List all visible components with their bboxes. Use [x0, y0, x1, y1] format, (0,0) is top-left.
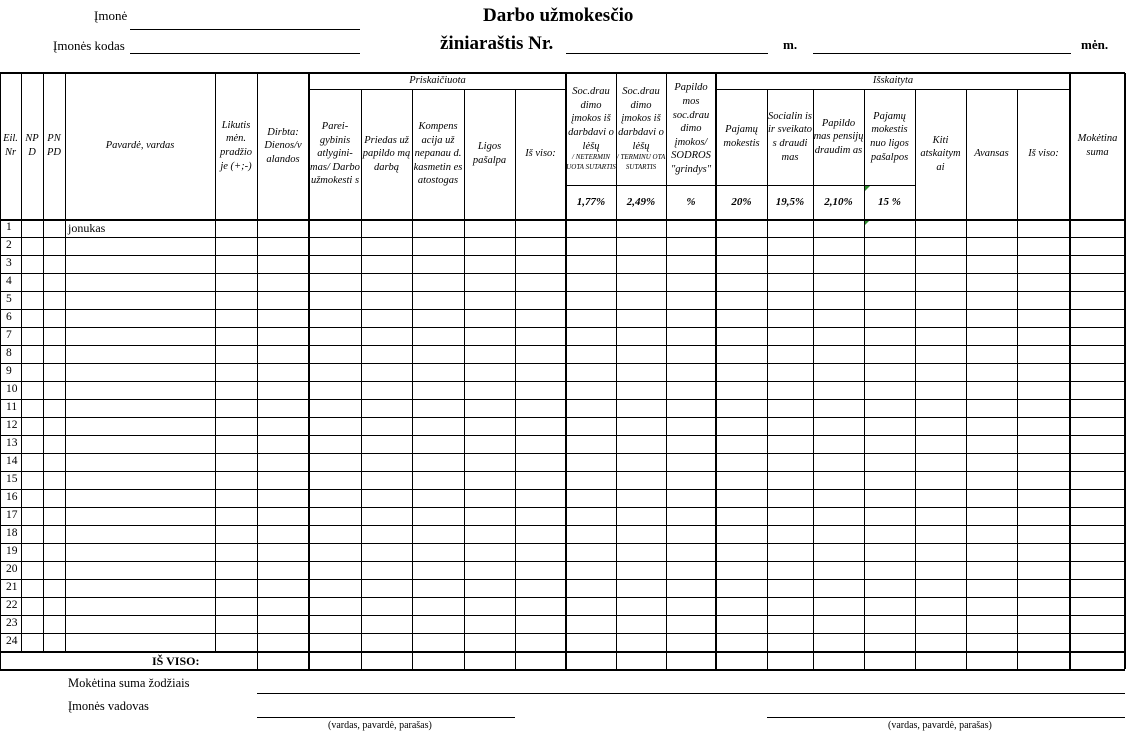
- grid-hline: [0, 579, 1125, 580]
- col-header-kiti: Kiti atskaitym ai: [920, 134, 961, 173]
- col-header-socdr1: Soc.drau dimo įmokos iš darbdavi o lėšų / NETERMIN UOTA SUTARTIS: [566, 86, 616, 172]
- row-number: 21: [6, 581, 18, 593]
- row-number: 2: [6, 239, 12, 251]
- col-header-pareigybinis: Parei-gybinis atlygini-mas/ Darbo užmokesti s: [310, 120, 360, 187]
- col-header-npd: NP D: [25, 133, 39, 158]
- row-number: 13: [6, 437, 18, 449]
- employee-name-cell[interactable]: jonukas: [68, 221, 106, 235]
- document-title: Darbo užmokesčio: [483, 5, 634, 26]
- rate-papildomos: %: [686, 196, 696, 208]
- table-row[interactable]: [0, 381, 1125, 399]
- table-row[interactable]: [0, 561, 1125, 579]
- grid-vline: [966, 89, 967, 669]
- table-row[interactable]: [0, 291, 1125, 309]
- table-row[interactable]: [0, 363, 1125, 381]
- grid-hline: [0, 399, 1125, 400]
- grid-hline: [0, 597, 1125, 598]
- company-code-label: Įmonės kodas: [53, 38, 125, 53]
- grid-vline: [257, 73, 258, 669]
- grid-vline: [813, 89, 814, 669]
- table-row[interactable]: [0, 615, 1125, 633]
- socdr1-subtitle: / NETERMIN UOTA SUTARTIS: [566, 153, 616, 172]
- grid-hline: [0, 651, 1125, 653]
- col-header-moketina: Mokėtina suma: [1077, 133, 1118, 158]
- grid-vline: [1069, 73, 1071, 669]
- table-row[interactable]: [0, 219, 1125, 237]
- signature-hint-right: (vardas, pavardė, parašas): [888, 720, 992, 731]
- grid-hline: [0, 417, 1125, 418]
- row-number: 5: [6, 293, 12, 305]
- manager-signature-field[interactable]: [257, 717, 515, 718]
- total-label: IŠ VISO:: [152, 654, 200, 668]
- grid-hline: [0, 507, 1125, 508]
- col-header-pajamu-ligos: Pajamų mokestis nuo ligos pašalpos: [870, 110, 909, 163]
- row-number: 23: [6, 617, 18, 629]
- rate-socialinis: 19,5%: [775, 196, 805, 208]
- grid-hline: [0, 291, 1125, 292]
- table-row[interactable]: [0, 579, 1125, 597]
- grid-hline: [0, 615, 1125, 616]
- col-header-socdr2: Soc.drau dimo įmokos iš darbdavi o lėšų / TERMINU OTA SUTARTIS: [616, 86, 666, 172]
- grid-hline: [0, 669, 1125, 671]
- rate-pajamu: 20%: [731, 196, 752, 208]
- row-number: 7: [6, 329, 12, 341]
- row-number: 17: [6, 509, 18, 521]
- month-label: mėn.: [1081, 37, 1109, 52]
- rate-pajamu-ligos: 15 %: [878, 196, 901, 208]
- grid-hline: [0, 489, 1125, 490]
- grid-hline: [0, 273, 1125, 274]
- grid-vline: [21, 73, 22, 651]
- table-row[interactable]: [0, 507, 1125, 525]
- col-header-is-viso-2: Iš viso:: [1028, 148, 1059, 160]
- row-number: 11: [6, 401, 18, 413]
- grid-hline: [0, 72, 1125, 74]
- grid-vline: [361, 89, 362, 669]
- row-number: 19: [6, 545, 18, 557]
- grid-hline: [0, 381, 1125, 382]
- col-header-avansas: Avansas: [974, 148, 1009, 160]
- grid-vline: [1124, 73, 1126, 669]
- row-number: 15: [6, 473, 18, 485]
- row-number: 10: [6, 383, 18, 395]
- grid-hline: [0, 345, 1125, 346]
- col-header-likutis: Likutis mėn. pradžio je (+;-): [219, 119, 253, 172]
- table-row[interactable]: [0, 453, 1125, 471]
- grid-hline: [0, 237, 1125, 238]
- col-header-priedas: Priedas už papildo mą darbą: [362, 134, 411, 173]
- signature-hint-left: (vardas, pavardė, parašas): [328, 720, 432, 731]
- group-header-priskaiciuota: Priskaičiuota: [409, 75, 466, 87]
- col-header-dirbta: Dirbta: Dienos/v alandos: [264, 126, 302, 165]
- grid-hline: [0, 435, 1125, 436]
- grid-hline: [0, 363, 1125, 364]
- col-header-socialinis: Socialin is ir sveikato s draudi mas: [767, 110, 813, 163]
- grid-hline: [0, 255, 1125, 256]
- row-number: 6: [6, 311, 12, 323]
- year-label: m.: [783, 37, 798, 52]
- company-label: Įmonė: [94, 8, 128, 23]
- grid-hline: [0, 525, 1125, 526]
- grid-vline: [1017, 89, 1018, 669]
- table-row[interactable]: [0, 525, 1125, 543]
- col-header-name: Pavardė, vardas: [105, 140, 175, 152]
- grid-vline: [43, 73, 44, 651]
- row-number: 16: [6, 491, 18, 503]
- grid-vline: [565, 73, 567, 669]
- table-row[interactable]: [0, 597, 1125, 615]
- grid-vline: [864, 89, 865, 669]
- row-number: 1: [6, 221, 12, 233]
- grid-vline: [616, 73, 617, 669]
- table-row[interactable]: [0, 633, 1125, 651]
- table-row[interactable]: [0, 237, 1125, 255]
- grid-hline: [0, 471, 1125, 472]
- col-header-kompensacija: Kompens acija už nepanau d. kasmetin es atostogas: [413, 120, 463, 187]
- grid-hline: [0, 327, 1125, 328]
- document-number-label: žiniaraštis Nr.: [440, 33, 554, 54]
- grid-hline: [0, 561, 1125, 562]
- grid-vline: [412, 89, 413, 669]
- comment-marker: [865, 186, 870, 191]
- col-header-eil-nr: Eil. Nr: [3, 133, 18, 158]
- col-header-ligos: Ligos pašalpa: [472, 141, 507, 166]
- grid-hline: [0, 633, 1125, 634]
- row-number: 14: [6, 455, 18, 467]
- grid-vline: [666, 73, 667, 669]
- grid-hline: [0, 543, 1125, 544]
- table-row[interactable]: [0, 345, 1125, 363]
- group-header-isskaityta: Išskaityta: [872, 75, 914, 87]
- grid-hline: [566, 185, 716, 186]
- manager-label: Įmonės vadovas: [68, 699, 149, 713]
- table-row[interactable]: [0, 327, 1125, 345]
- rate-socdr2: 2,49%: [626, 196, 656, 208]
- col-header-papildomos: Papildo mos soc.drau dimo įmokos/ SODROS "grindys": [670, 82, 712, 176]
- grid-vline: [0, 73, 1, 669]
- table-row[interactable]: [0, 489, 1125, 507]
- row-number: 22: [6, 599, 18, 611]
- grid-vline: [915, 89, 916, 669]
- grid-vline: [464, 89, 465, 669]
- second-signature-field[interactable]: [767, 717, 1125, 718]
- row-number: 18: [6, 527, 18, 539]
- row-number: 4: [6, 275, 12, 287]
- rate-socdr1: 1,77%: [576, 196, 606, 208]
- grid-vline: [515, 89, 516, 669]
- table-row[interactable]: [0, 471, 1125, 489]
- table-row[interactable]: [0, 273, 1125, 291]
- grid-vline: [65, 73, 66, 651]
- row-number: 3: [6, 257, 12, 269]
- socdr2-subtitle: / TERMINU OTA SUTARTIS: [616, 153, 666, 172]
- grid-hline: [0, 453, 1125, 454]
- table-row[interactable]: [0, 309, 1125, 327]
- row-number: 9: [6, 365, 12, 377]
- row-number: 8: [6, 347, 12, 359]
- grid-hline: [0, 219, 1125, 221]
- table-row[interactable]: [0, 399, 1125, 417]
- grid-hline: [0, 309, 1125, 310]
- table-row[interactable]: [0, 255, 1125, 273]
- row-number: 12: [6, 419, 18, 431]
- table-row[interactable]: [0, 543, 1125, 561]
- row-number: 20: [6, 563, 18, 575]
- row-number: 24: [6, 635, 18, 647]
- table-row[interactable]: [0, 435, 1125, 453]
- amount-words-field[interactable]: [257, 693, 1125, 694]
- col-header-is-viso-1: Iš viso:: [525, 148, 556, 160]
- grid-vline: [308, 73, 310, 669]
- table-row[interactable]: [0, 417, 1125, 435]
- col-header-papildomas-pens: Papildo mas pensijų draudim as: [813, 117, 864, 156]
- grid-hline: [716, 185, 915, 186]
- grid-vline: [715, 73, 717, 669]
- grid-vline: [215, 73, 216, 651]
- grid-vline: [767, 89, 768, 669]
- rate-papildomas-pens: 2,10%: [824, 196, 853, 208]
- amount-words-label: Mokėtina suma žodžiais: [68, 676, 190, 690]
- grid-hline: [309, 89, 566, 90]
- col-header-pnpd: PN PD: [47, 133, 61, 158]
- col-header-pajamu: Pajamų mokestis: [723, 124, 760, 149]
